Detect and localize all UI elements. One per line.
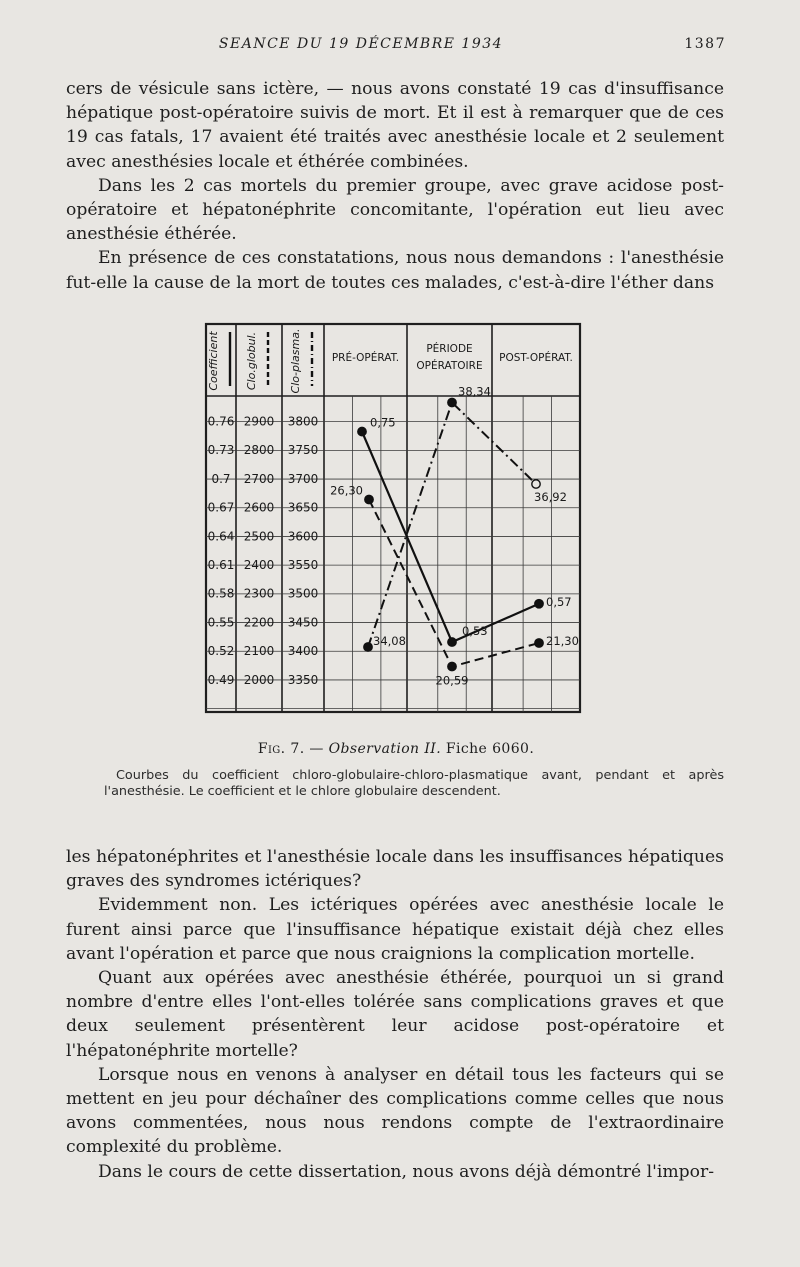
figure-caption: Fig. 7. — Observation II. Fiche 6060.: [257, 741, 535, 757]
scale-globul: 2700: [243, 471, 275, 486]
scale-plasma: 3400: [287, 644, 319, 659]
scale-coefficient: 0.64: [207, 529, 235, 544]
data-point: [365, 495, 373, 503]
scale-coefficient: 0.61: [207, 558, 235, 572]
body-text-bottom: les hépatonéphrites et l'anesthésie locale dans les insuffisances hépatiques graves des syndromes ictériques? Evidemment non. Les ictériques opérées avec anesthésie locale le furent ainsi parce que l'insuffisance hépatique existait déjà chez elles avant l'opération et parce que nous craignions la complication mortelle. Quant aux opérées avec anesthésie éthérée, pourquoi un si grand nombre d'entre elles l'ont-elles tolérée sans complications graves et que deux seulement présentèrent leur acidose post-opératoire et l'hépatonéphrite mortelle? Lorsque nous en venons à analyser en détail tous les facteurs qui se mettent en jeu pour déchaîner des complications comme celles que nous avons commentées, nous nous rendons compte de l'extraordinaire complexité du problème. Dans le cours de cette dissertation, nous avons déjà démontré l'impor-: [66, 847, 724, 1182]
page-number: 1387: [684, 36, 726, 52]
scale-coefficient: 0.7: [211, 471, 231, 486]
column-header: Clo-plasma.: [289, 328, 302, 394]
figure-fiche: Fiche 6060.: [445, 741, 535, 757]
data-point: [535, 600, 543, 608]
scale-globul: 2000: [243, 672, 275, 687]
figure-label: Fig. 7.: [257, 741, 305, 757]
data-label: 36,92: [534, 489, 567, 504]
data-point: [448, 398, 456, 406]
data-label: 38,34: [458, 384, 491, 399]
period-label-post: POST-OPÉRAT.: [499, 352, 573, 364]
scale-coefficient: 0.52: [207, 644, 235, 659]
scale-plasma: 3800: [287, 414, 319, 429]
running-header: [66, 36, 726, 58]
data-point: [448, 662, 456, 670]
data-point: [448, 638, 456, 646]
scale-globul: 2900: [243, 414, 275, 429]
scale-coefficient: 0.67: [207, 500, 235, 515]
series-line: [368, 402, 536, 647]
scale-plasma: 3700: [287, 471, 319, 486]
running-title: SEANCE DU 19 DÉCEMBRE 1934: [218, 36, 504, 52]
body-text-top: [66, 77, 724, 295]
scale-plasma: 3600: [287, 529, 319, 544]
scale-plasma: 3500: [287, 586, 319, 601]
scale-coefficient: 0.49: [207, 672, 235, 687]
paragraph: En présence de ces constatations, nous nous demandons : l'anesthésie fut-elle la cause de la mort de toutes ces malades, c'est-à-dire l'éther dans: [66, 248, 724, 293]
scale-globul: 2600: [243, 500, 275, 515]
period-label-op: PÉRIODE OPÉRATOIRE: [416, 343, 483, 372]
data-label: 0,53: [462, 624, 488, 639]
figure-legend: Courbes du coefficient chloro-globulaire-chloro-plasmatique avant, pendant et après l'anesthésie. Le coefficient et le chlore globulaire descendent.: [104, 768, 724, 799]
chart-scale-rows: [208, 415, 319, 687]
scale-globul: 2800: [243, 443, 275, 458]
scale-plasma: 3650: [287, 500, 319, 515]
series-clo-globul-: [330, 483, 579, 687]
figure-observation: Observation II.: [328, 741, 442, 757]
scale-globul: 2500: [243, 529, 275, 544]
data-label: 0,75: [370, 415, 396, 430]
data-label: 20,59: [435, 673, 469, 688]
chart-header: [207, 329, 573, 394]
figure-chart: [204, 322, 584, 716]
scale-globul: 2300: [243, 586, 275, 601]
scale-plasma: 3350: [287, 672, 319, 687]
chart-series: [330, 384, 579, 687]
scale-plasma: 3550: [287, 558, 319, 572]
paragraph: cers de vésicule sans ictère, — nous avons constaté 19 cas d'insuffisance hépatique post-opératoire suivis de mort. Et il est à remarquer que de ces 19 cas fatals, 17 avaient été traités avec anesthésie locale et 2 seulement avec anesthésies locale et éthérée combinées.: [66, 79, 724, 172]
scale-coefficient: 0.73: [207, 443, 235, 458]
scale-coefficient: 0.58: [207, 586, 235, 601]
data-point: [364, 643, 372, 651]
scale-globul: 2100: [243, 644, 275, 659]
scale-globul: 2200: [243, 615, 275, 630]
data-point: [535, 639, 543, 647]
data-label: 21,30: [546, 633, 579, 648]
scale-plasma: 3450: [287, 615, 319, 630]
period-label-pre: PRÉ-OPÉRAT.: [331, 352, 400, 364]
column-header: Clo.globul.: [245, 331, 258, 391]
scale-coefficient: 0.76: [207, 414, 235, 429]
scale-coefficient: 0.55: [207, 615, 235, 630]
data-point: [532, 480, 540, 488]
column-header: Coefficient: [207, 331, 220, 391]
scale-globul: 2400: [243, 558, 275, 572]
scale-plasma: 3750: [287, 443, 319, 458]
data-label: 0,57: [546, 594, 572, 609]
paragraph: Dans les 2 cas mortels du premier groupe, avec grave acidose post-opératoire et hépatonéphrite concomitante, l'opération eut lieu avec anesthésie éthérée.: [66, 175, 724, 245]
data-label: 34,08: [373, 634, 406, 649]
data-label: 26,30: [330, 483, 363, 498]
data-point: [358, 427, 366, 435]
